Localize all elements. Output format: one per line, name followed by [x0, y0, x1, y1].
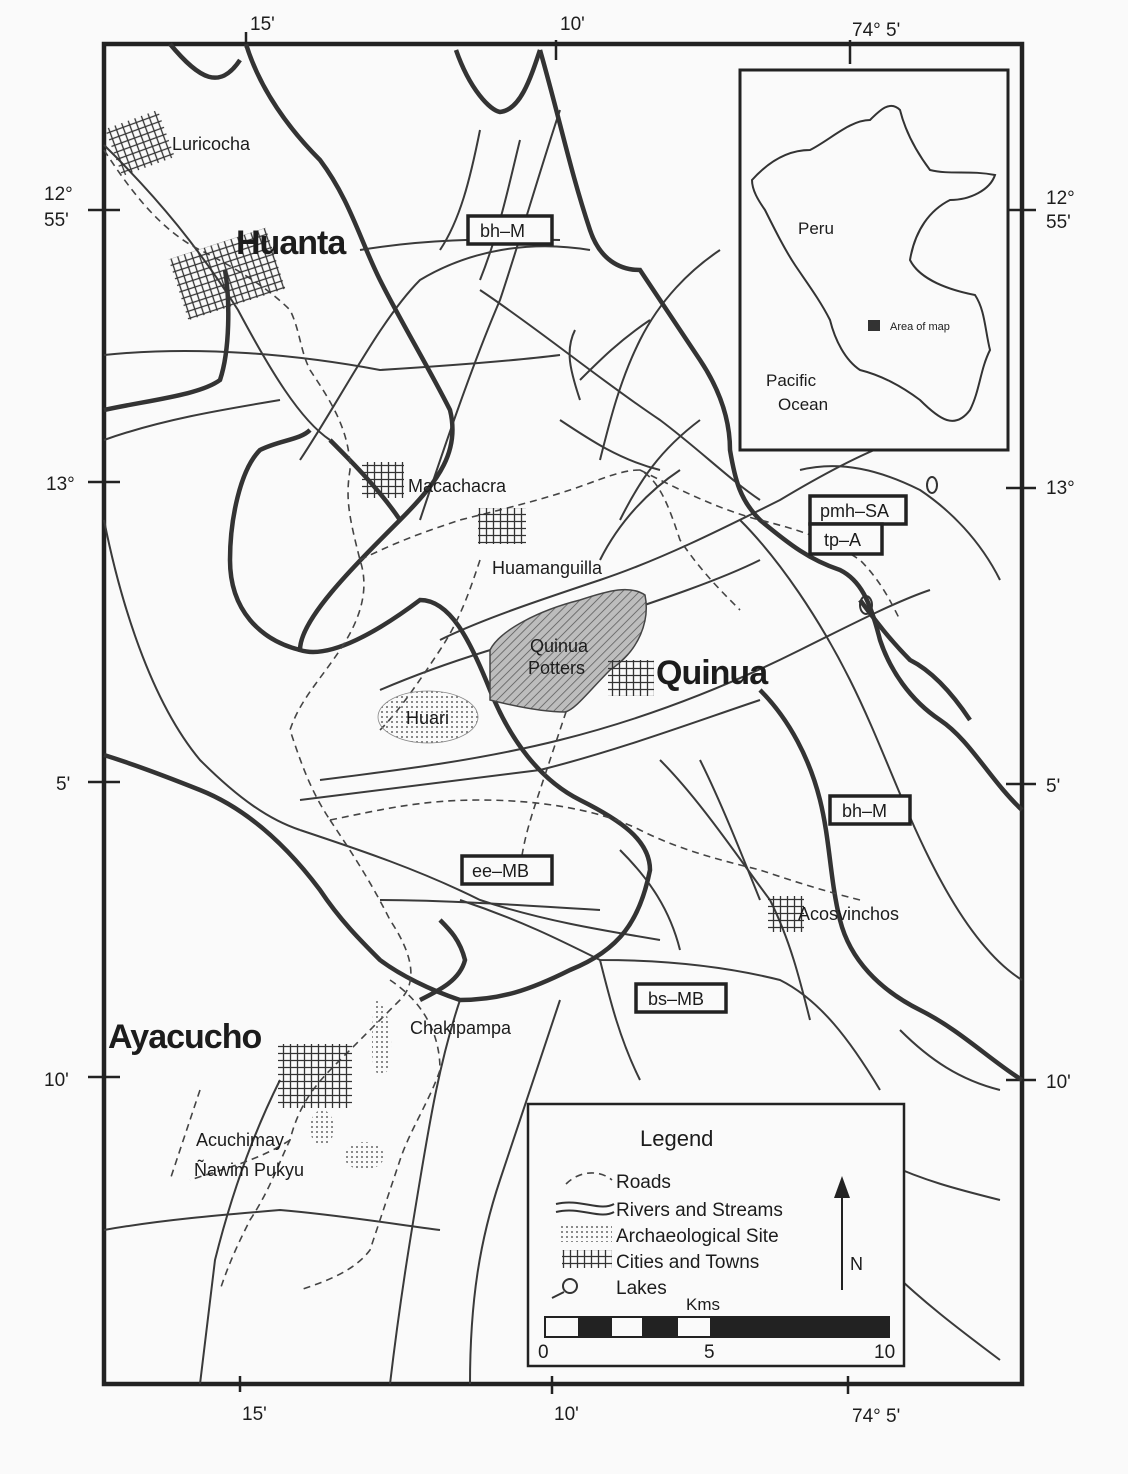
tick-right-12deg: 12° — [1046, 188, 1075, 209]
inset-label-area: Area of map — [890, 321, 950, 333]
label-huamanguilla: Huamanguilla — [492, 558, 603, 578]
scale-tick-0: 0 — [538, 1342, 549, 1363]
label-luricocha: Luricocha — [172, 134, 251, 154]
inset-label-pacific: Pacific — [766, 371, 817, 390]
label-acuchimay: Acuchimay — [196, 1130, 285, 1150]
area-of-map-marker — [868, 320, 880, 331]
tick-bottom-15: 15' — [242, 1404, 267, 1425]
tick-left-10: 10' — [44, 1070, 69, 1091]
zone-bs-mb: bs–MB — [648, 989, 705, 1009]
nawim-pukyu-site — [344, 1142, 384, 1170]
zone-bh-m-top: bh–M — [480, 221, 526, 241]
label-acosvinchos: Acosvinchos — [798, 904, 900, 924]
zone-bh-m-right: bh–M — [842, 801, 888, 821]
scale-unit-label: Kms — [686, 1295, 720, 1314]
legend-item-roads: Roads — [616, 1172, 671, 1193]
tick-top-10: 10' — [560, 14, 585, 35]
legend-north-label: N — [850, 1254, 863, 1274]
inset-map — [740, 70, 1008, 450]
label-macachacra: Macachacra — [408, 476, 507, 496]
tick-bottom-74-5: 74° 5' — [852, 1406, 901, 1427]
legend-item-lakes: Lakes — [616, 1278, 667, 1299]
scale-bar — [544, 1316, 890, 1338]
label-chakipampa: Chakipampa — [410, 1018, 512, 1038]
quinua-town-marker — [608, 660, 654, 696]
ayacucho-town-marker — [278, 1044, 352, 1108]
legend-item-archaeological: Archaeological Site — [616, 1226, 779, 1247]
label-quinua-potters-1: Quinua — [530, 636, 589, 656]
tick-right-55: 55' — [1046, 212, 1071, 233]
label-huari: Huari — [406, 708, 450, 728]
legend-title: Legend — [640, 1126, 714, 1151]
tick-top-74-5: 74° 5' — [852, 20, 901, 41]
tick-left-55: 55' — [44, 210, 69, 231]
tick-left-13deg: 13° — [46, 474, 75, 495]
legend-item-cities: Cities and Towns — [616, 1252, 760, 1273]
tick-right-5: 5' — [1046, 776, 1061, 797]
label-ayacucho: Ayacucho — [108, 1018, 262, 1056]
huamanguilla-town-marker — [478, 508, 526, 544]
label-quinua: Quinua — [656, 654, 768, 692]
inset-label-peru: Peru — [798, 219, 834, 238]
zone-ee-mb: ee–MB — [472, 861, 530, 881]
tick-bottom-10: 10' — [554, 1404, 579, 1425]
cities-and-towns — [105, 110, 804, 1108]
tick-right-10: 10' — [1046, 1072, 1071, 1093]
tick-top-15: 15' — [250, 14, 275, 35]
tick-left-12deg: 12° — [44, 184, 73, 205]
label-quinua-potters-2: Potters — [528, 658, 586, 678]
scale-tick-10: 10 — [874, 1342, 896, 1363]
legend-town-symbol — [562, 1250, 612, 1268]
legend-item-rivers: Rivers and Streams — [616, 1200, 783, 1221]
luricocha-town-marker — [105, 110, 175, 176]
acuchimay-site — [310, 1110, 334, 1146]
label-huanta: Huanta — [236, 224, 346, 262]
legend-site-symbol — [560, 1224, 612, 1242]
inset-label-ocean: Ocean — [778, 395, 829, 414]
tick-right-13deg: 13° — [1046, 478, 1075, 499]
zone-tp-a: tp–A — [824, 530, 862, 550]
chakipampa-site — [372, 998, 391, 1075]
macachacra-town-marker — [362, 462, 404, 498]
scale-tick-5: 5 — [704, 1342, 715, 1363]
tick-left-5: 5' — [56, 774, 71, 795]
label-nawim-pukyu: Ñawim Pukyu — [194, 1160, 305, 1180]
zone-pmh-sa: pmh–SA — [820, 501, 890, 521]
